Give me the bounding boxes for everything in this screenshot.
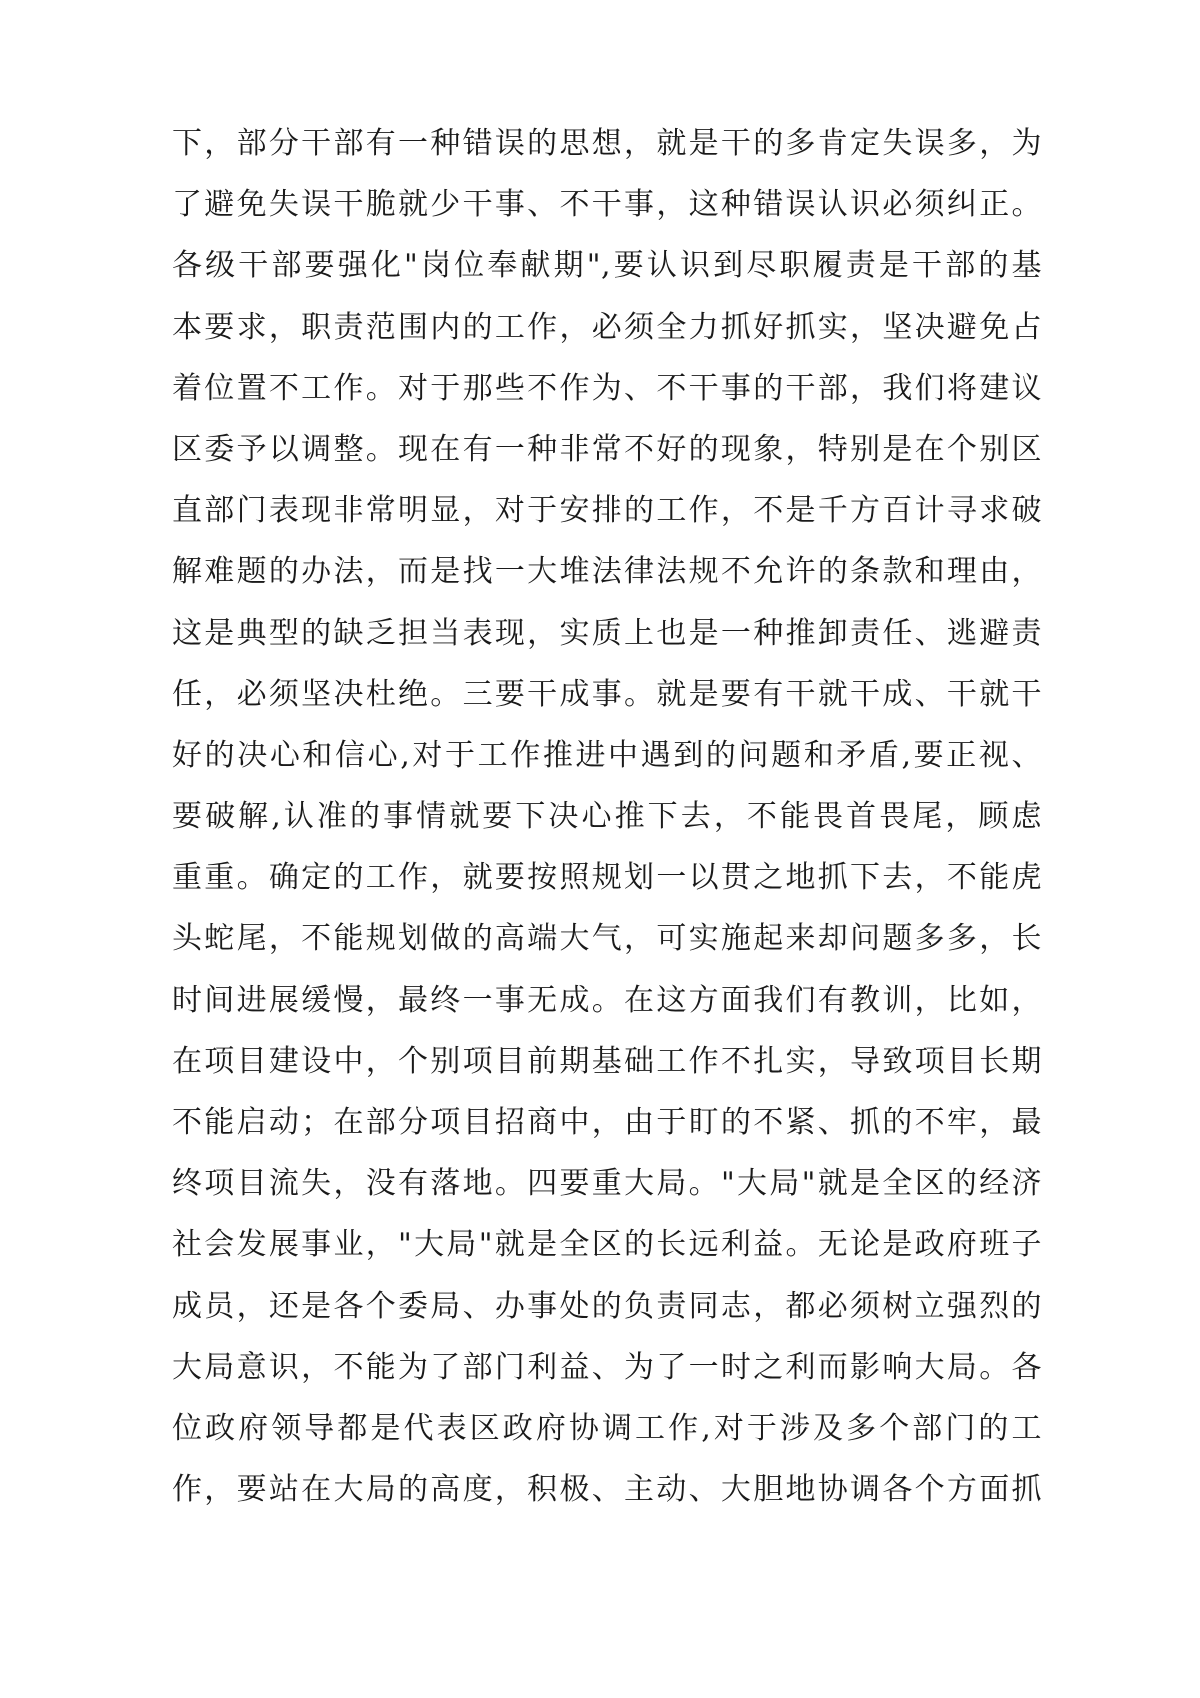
text-line: 要破解,认准的事情就要下决心推下去，不能畏首畏尾，顾虑 (172, 799, 1042, 835)
text-line: 位政府领导都是代表区政府协调工作,对于涉及多个部门的工 (172, 1410, 1042, 1446)
text-line: 下，部分干部有一种错误的思想，就是干的多肯定失误多，为 (172, 126, 1042, 161)
text-line: 各级干部要强化"岗位奉献期",要认识到尽职履责是干部的基 (172, 248, 1042, 284)
text-line: 作，要站在大局的高度，积极、主动、大胆地协调各个方面抓 (172, 1472, 1042, 1508)
text-line: 大局意识，不能为了部门利益、为了一时之利而影响大局。各 (172, 1349, 1042, 1385)
text-line: 好的决心和信心,对于工作推进中遇到的问题和矛盾,要正视、 (172, 737, 1042, 773)
text-line: 不能启动；在部分项目招商中，由于盯的不紧、抓的不牢，最 (172, 1105, 1042, 1140)
text-line: 直部门表现非常明显，对于安排的工作，不是千方百计寻求破 (172, 493, 1042, 529)
text-line: 着位置不工作。对于那些不作为、不干事的干部，我们将建议 (172, 370, 1042, 406)
text-line: 终项目流失，没有落地。四要重大局。"大局"就是全区的经济 (172, 1166, 1042, 1202)
text-line: 本要求，职责范围内的工作，必须全力抓好抓实，坚决避免占 (172, 309, 1042, 345)
text-line: 重重。确定的工作，就要按照规划一以贯之地抓下去，不能虎 (172, 860, 1042, 896)
text-line: 头蛇尾，不能规划做的高端大气，可实施起来却问题多多，长 (172, 921, 1042, 957)
text-line: 在项目建设中，个别项目前期基础工作不扎实，导致项目长期 (172, 1043, 1042, 1079)
document-body (172, 113, 1042, 1520)
text-line: 成员，还是各个委局、办事处的负责同志，都必须树立强烈的 (172, 1288, 1042, 1324)
text-line: 任，必须坚决杜绝。三要干成事。就是要有干就干成、干就干 (172, 676, 1042, 712)
text-line: 区委予以调整。现在有一种非常不好的现象，特别是在个别区 (172, 431, 1042, 467)
text-line: 了避免失误干脆就少干事、不干事，这种错误认识必须纠正。 (172, 187, 1042, 223)
text-line: 这是典型的缺乏担当表现，实质上也是一种推卸责任、逃避责 (172, 615, 1042, 651)
text-line: 解难题的办法，而是找一大堆法律法规不允许的条款和理由， (172, 554, 1042, 590)
text-line: 时间进展缓慢，最终一事无成。在这方面我们有教训，比如， (172, 982, 1042, 1018)
text-line: 社会发展事业，"大局"就是全区的长远利益。无论是政府班子 (172, 1227, 1042, 1263)
